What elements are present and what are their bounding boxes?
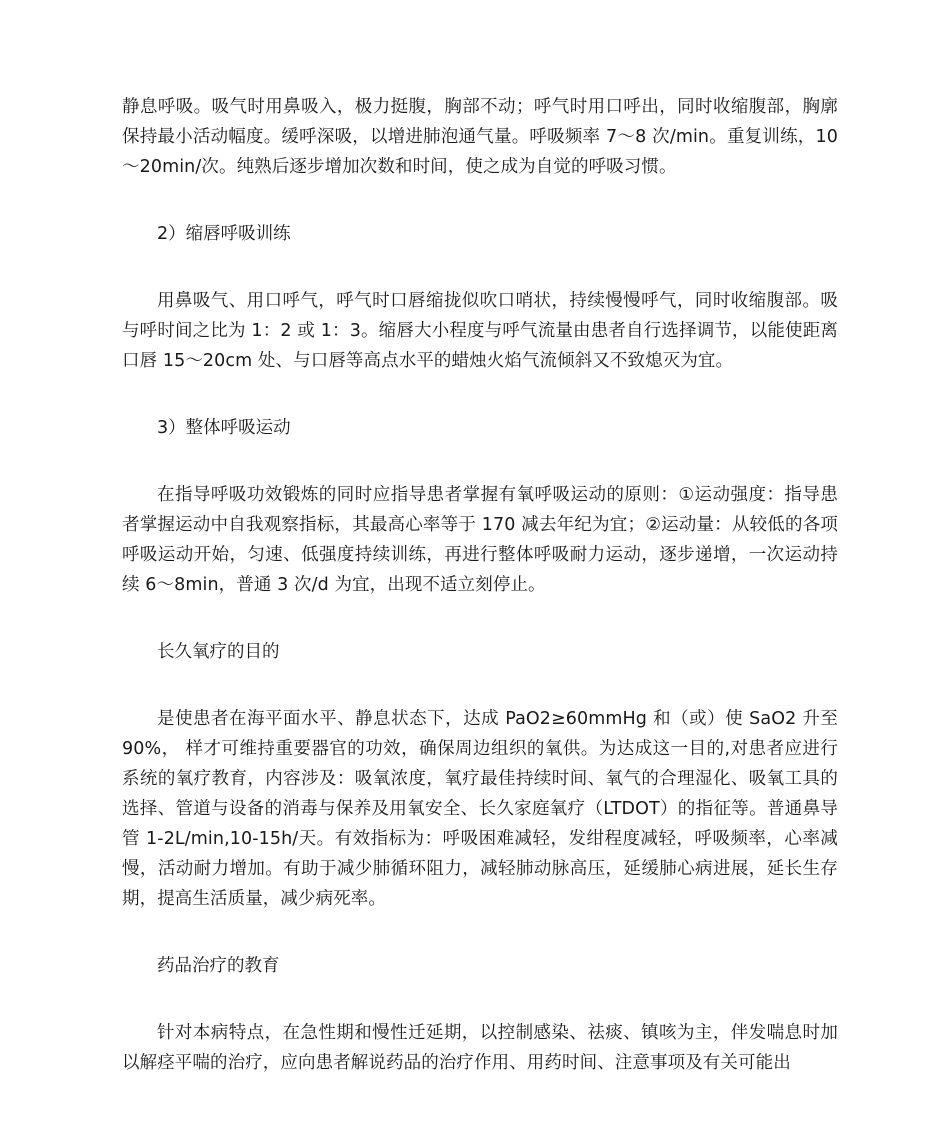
section-heading-oxygen-therapy: 长久氧疗的目的 [157, 642, 280, 662]
paragraph-spacer [122, 600, 838, 637]
paragraph-spacer [122, 376, 838, 413]
section-heading-whole-breathing: 3）整体呼吸运动 [157, 418, 291, 438]
section-heading-drug-education: 药品治疗的教育 [157, 956, 280, 976]
paragraph-spacer [122, 443, 838, 480]
paragraph-drug-education: 针对本病特点，在急性期和慢性迁延期，以控制感染、祛痰、镇咳为主，伴发喘息时加以解痉平喘的治疗，应向患者解说药品的治疗作用、用药时间、注意事项及有关可能出 [122, 1023, 838, 1073]
paragraph-spacer [122, 914, 838, 951]
paragraph-pursed-lip: 用鼻吸气、用口呼气，呼气时口唇缩拢似吹口哨状，持续慢慢呼气，同时收缩腹部。吸与呼时间之比为 1：2 或 1：3。缩唇大小程度与呼气流量由患者自行选择调节，以能使距离口唇 15～20cm 处、与口唇等高点水平的蜡烛火焰气流倾斜又不致熄灭为宜。 [122, 291, 838, 371]
paragraph-spacer [122, 249, 838, 286]
document-body [122, 92, 838, 1078]
paragraph-oxygen-therapy: 是使患者在海平面水平、静息状态下，达成 PaO2≥60mmHg 和（或）使 SaO2 升至 90%， 样才可维持重要器官的功效，确保周边组织的氧供。为达成这一目的,对患者应进行系统的氧疗教育，内容涉及：吸氧浓度，氧疗最佳持续时间、氧气的合理湿化、吸氧工具的选择、管道与设备的消毒与保养及用氧安全、长久家庭氧疗（LTDOT）的指征等。普通鼻导管 1-2L/min,10-15h/天。有效指标为：呼吸困难减轻，发绀程度减轻，呼吸频率，心率减慢，活动耐力增加。有助于减少肺循环阻力，减轻肺动脉高压，延缓肺心病进展，延长生存期，提高生活质量，减少病死率。 [122, 709, 838, 909]
paragraph-spacer [122, 981, 838, 1018]
paragraph-breathing-method: 静息呼吸。吸气时用鼻吸入，极力挺腹，胸部不动；呼气时用口呼出，同时收缩腹部，胸廓保持最小活动幅度。缓呼深吸，以增进肺泡通气量。呼吸频率 7～8 次/min。重复训练，10～20min/次。纯熟后逐步增加次数和时间，使之成为自觉的呼吸习惯。 [122, 97, 838, 177]
paragraph-spacer [122, 667, 838, 704]
section-heading-pursed-lip: 2）缩唇呼吸训练 [157, 224, 291, 244]
paragraph-spacer [122, 182, 838, 219]
paragraph-whole-breathing: 在指导呼吸功效锻炼的同时应指导患者掌握有氧呼吸运动的原则：①运动强度：指导患者掌握运动中自我观察指标，其最高心率等于 170 减去年纪为宜；②运动量：从较低的各项呼吸运动开始，匀速、低强度持续训练，再进行整体呼吸耐力运动，逐步递增，一次运动持续 6～8min，普通 3 次/d 为宜，出现不适立刻停止。 [122, 485, 838, 595]
